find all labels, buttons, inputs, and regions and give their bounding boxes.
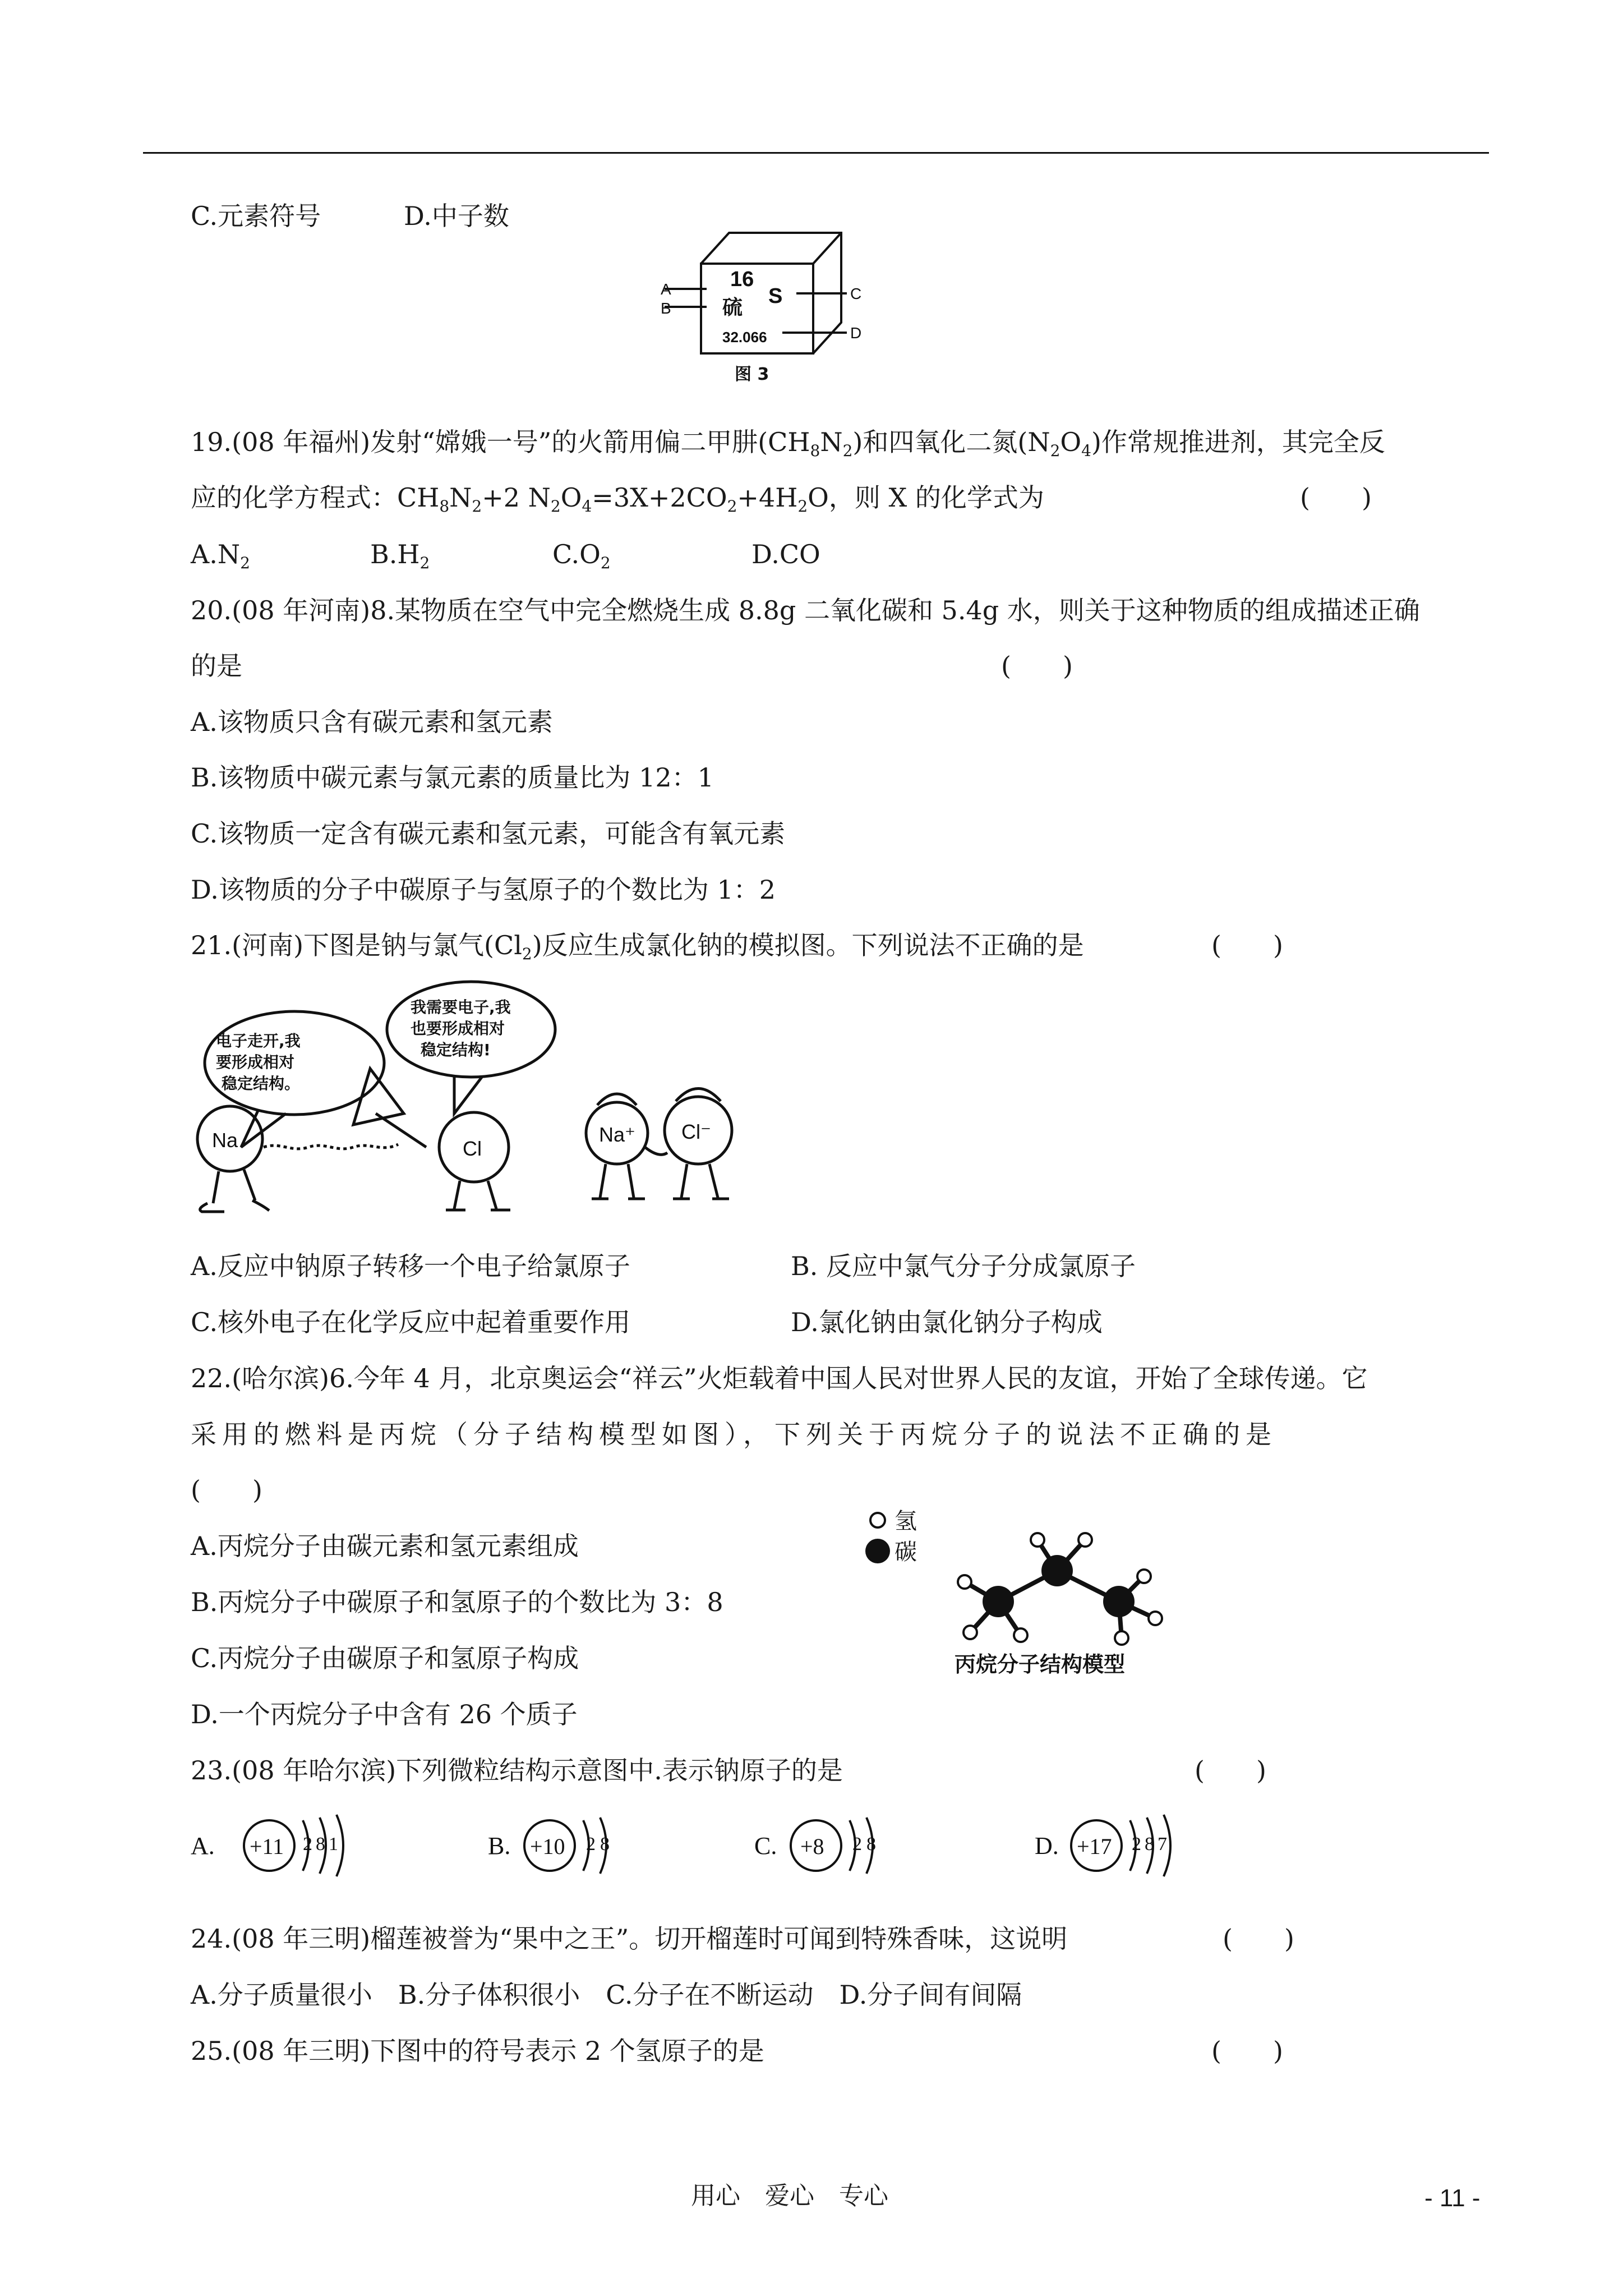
q20-option-a: A.该物质只含有碳元素和氢元素 bbox=[191, 707, 553, 737]
propane-caption: 丙烷分子结构模型 bbox=[955, 1652, 1126, 1677]
propane-model-figure bbox=[864, 1498, 1178, 1688]
q20-stem-line2: 的是 bbox=[191, 651, 242, 681]
cube-atomic-number: 16 bbox=[730, 268, 754, 291]
right-bubble-line2: 也要形成相对 bbox=[411, 1019, 505, 1038]
q20-option-d: D.该物质的分子中碳原子与氢原子的个数比为 1：2 bbox=[191, 875, 776, 905]
q19-stem-line1: 19.(08 年福州)发射“嫦娥一号”的火箭用偏二甲肼$(CH_8N_2)$和四氧化二氮$(N_2O_4)$作常规推进剂，其完全反 bbox=[191, 427, 1385, 460]
q19-option-d: D.CO bbox=[751, 539, 820, 569]
cube-label-b: B bbox=[661, 300, 671, 317]
q20-option-c: C.该物质一定含有碳元素和氢元素，可能含有氧元素 bbox=[191, 818, 786, 849]
q23-option-d-shells: 287 bbox=[1132, 1834, 1170, 1855]
q22-option-c: C.丙烷分子由碳原子和氢原子构成 bbox=[191, 1643, 579, 1673]
q22-stem-line1: 22.(哈尔滨)6.今年 4 月，北京奥运会“祥云”火炬载着中国人民对世界人民的友谊，开始了全球传递。它 bbox=[191, 1363, 1368, 1393]
q20-answer-paren: ( ) bbox=[1001, 651, 1073, 681]
cube-element-name: 硫 bbox=[722, 296, 743, 319]
cube-label-a: A bbox=[661, 280, 671, 298]
right-bubble-line3: 稳定结构! bbox=[421, 1041, 491, 1059]
q22-answer-paren: ( ) bbox=[191, 1475, 262, 1505]
q18-option-c: C.元素符号 bbox=[191, 201, 321, 231]
q21-option-a: A.反应中钠原子转移一个电子给氯原子 bbox=[191, 1251, 630, 1281]
page-number: - 11 - bbox=[1424, 2184, 1481, 2212]
header-rule bbox=[143, 152, 1489, 154]
q23-option-c-letter: C. bbox=[754, 1832, 777, 1860]
q22-option-b: B.丙烷分子中碳原子和氢原子的个数比为 3：8 bbox=[191, 1587, 723, 1617]
q18-option-d: D.中子数 bbox=[404, 201, 509, 231]
q21-option-b: B. 反应中氯气分子分成氯原子 bbox=[791, 1251, 1136, 1281]
q25-stem: 25.(08 年三明)下图中的符号表示 2 个氢原子的是 bbox=[191, 2036, 764, 2066]
figure-3-caption: 图 3 bbox=[735, 365, 769, 384]
q22-option-a: A.丙烷分子由碳元素和氢元素组成 bbox=[191, 1531, 579, 1561]
q21-option-d: D.氯化钠由氯化钠分子构成 bbox=[791, 1307, 1103, 1337]
cube-element-symbol: S bbox=[768, 284, 783, 308]
q23-option-a-nucleus: +11 bbox=[250, 1834, 284, 1859]
q23-option-b-letter: B. bbox=[488, 1832, 511, 1860]
q22-stem-line2: 采用的燃料是丙烷（分子结构模型如图），下列关于丙烷分子的说法不正确的是 bbox=[191, 1419, 1277, 1450]
q20-stem-line1: 20.(08 年河南)8.某物质在空气中完全燃烧生成 8.8g 二氧化碳和 5.4g 水，则关于这种物质的组成描述正确 bbox=[191, 595, 1420, 625]
cl-ion-label: Cl⁻ bbox=[681, 1120, 711, 1143]
left-bubble-line1: 电子走开,我 bbox=[216, 1032, 301, 1050]
q19-option-b: $B.H_2$ bbox=[370, 539, 430, 572]
q23-option-c-nucleus: +8 bbox=[800, 1834, 824, 1859]
na-ion-label: Na⁺ bbox=[599, 1123, 636, 1146]
q24-stem: 24.(08 年三明)榴莲被誉为“果中之王”。切开榴莲时可闻到特殊香味，这说明 bbox=[191, 1924, 1068, 1954]
atom-structure-options bbox=[185, 1801, 1251, 1885]
q23-answer-paren: ( ) bbox=[1195, 1755, 1266, 1786]
q23-option-c-shells: 28 bbox=[852, 1834, 880, 1855]
q23-option-d-nucleus: +17 bbox=[1077, 1834, 1112, 1859]
q21-answer-paren: ( ) bbox=[1211, 930, 1283, 960]
cube-label-d: D bbox=[850, 324, 862, 342]
cube-label-c: C bbox=[850, 285, 862, 302]
q23-stem: 23.(08 年哈尔滨)下列微粒结构示意图中.表示钠原子的是 bbox=[191, 1755, 843, 1786]
right-bubble-line1: 我需要电子,我 bbox=[411, 998, 511, 1016]
q23-option-b-nucleus: +10 bbox=[530, 1834, 565, 1859]
q25-answer-paren: ( ) bbox=[1211, 2036, 1283, 2066]
q23-option-a-letter: A. bbox=[191, 1832, 215, 1860]
footer-motto: 用心 爱心 专心 bbox=[691, 2182, 888, 2210]
q20-option-b: B.该物质中碳元素与氯元素的质量比为 12：1 bbox=[191, 762, 714, 793]
q19-option-a: $A.N_2$ bbox=[191, 539, 250, 572]
q23-option-d-letter: D. bbox=[1035, 1832, 1059, 1860]
cube-atomic-mass: 32.066 bbox=[722, 329, 767, 346]
q19-option-c: $C.O_2$ bbox=[552, 539, 611, 572]
left-bubble-line3: 稳定结构。 bbox=[222, 1074, 301, 1093]
legend-hydrogen-label: 氢 bbox=[895, 1508, 917, 1534]
legend-carbon-label: 碳 bbox=[895, 1539, 917, 1565]
q24-answer-paren: ( ) bbox=[1223, 1924, 1294, 1954]
q22-option-d: D.一个丙烷分子中含有 26 个质子 bbox=[191, 1699, 578, 1729]
left-bubble-line2: 要形成相对 bbox=[216, 1053, 295, 1071]
na-atom-label: Na bbox=[212, 1129, 238, 1152]
q24-options: A.分子质量很小 B.分子体积很小 C.分子在不断运动 D.分子间有间隔 bbox=[191, 1980, 1022, 2010]
q21-stem: 21.(河南)下图是钠与氯气$(Cl_2)$反应生成氯化钠的模拟图。下列说法不正确的是 bbox=[191, 930, 1084, 963]
element-cube-figure bbox=[662, 222, 886, 390]
q19-answer-paren: ( ) bbox=[1300, 482, 1372, 513]
q23-option-a-shells: 281 bbox=[303, 1834, 342, 1855]
q19-stem-line2: 应的化学方程式：$CH_8N_2+2$ $N_2O_4=3X+2CO_2+4H_2O$，则 X 的化学式为 bbox=[191, 482, 1044, 516]
cl-atom-label: Cl bbox=[463, 1137, 482, 1160]
sodium-chlorine-cartoon bbox=[191, 979, 785, 1243]
q23-option-b-shells: 28 bbox=[586, 1834, 614, 1855]
q21-option-c: C.核外电子在化学反应中起着重要作用 bbox=[191, 1307, 631, 1337]
